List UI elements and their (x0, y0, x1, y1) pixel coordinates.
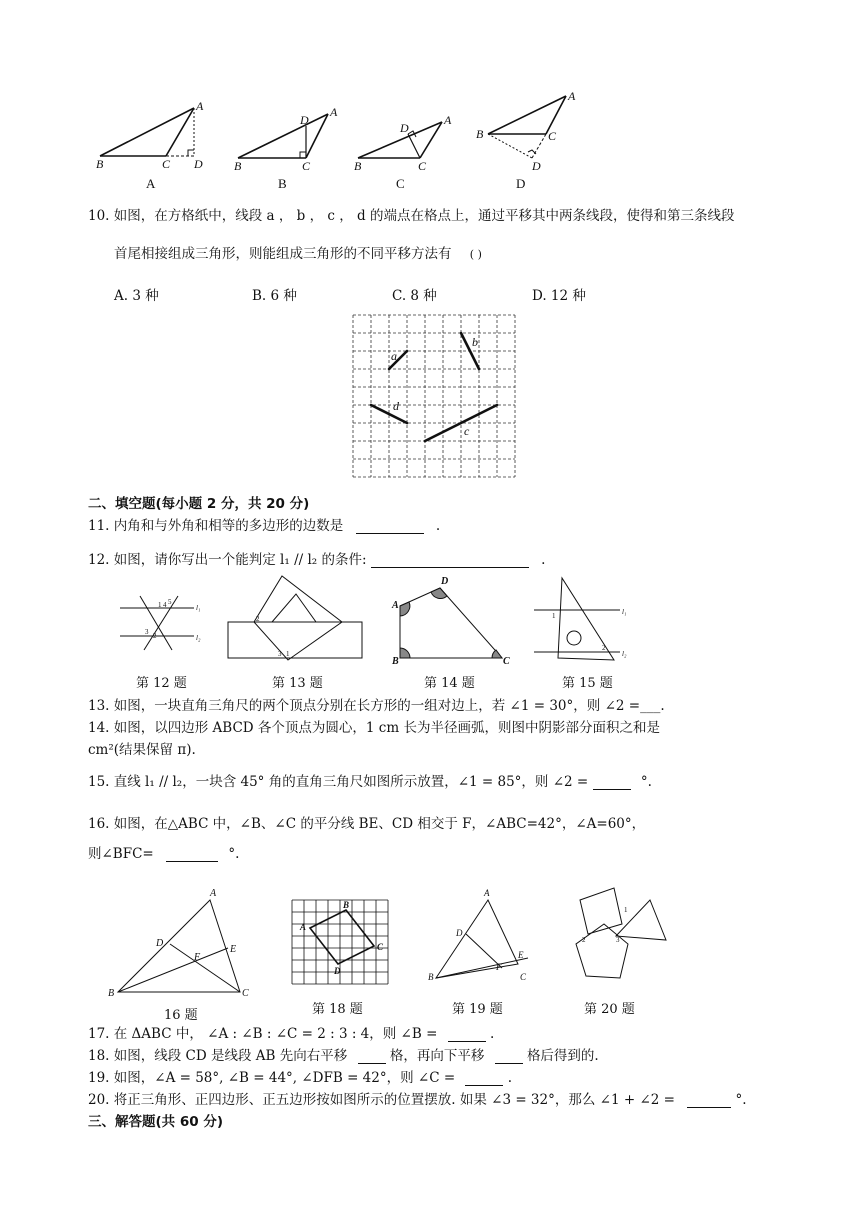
fig-16 (118, 900, 240, 992)
segment-b-label: b (472, 335, 478, 349)
q12-answer-blank[interactable] (371, 553, 529, 568)
svg-text:2: 2 (153, 632, 157, 640)
svg-text:E: E (230, 944, 237, 955)
q12 (88, 548, 545, 568)
svg-text:B: B (428, 972, 434, 982)
svg-text:A: A (444, 113, 452, 127)
q10-option-a: A. 3 种 (114, 288, 159, 304)
q16-answer-blank[interactable] (166, 847, 218, 862)
svg-text:C: C (242, 988, 249, 999)
fig-15-caption: 第 15 题 (562, 676, 613, 691)
q10-answer-paren: ( ) (469, 248, 482, 261)
q14-line1: 14. 如图，以四边形 ABCD 各个顶点为圆心，1 cm 长为半径画弧，则图中阴影部分面积之和是 (88, 720, 660, 736)
q16-line1: 16. 如图，在△ABC 中，∠B、∠C 的平分线 BE、CD 相交于 F，∠ABC=42°，∠A=60°， (88, 816, 646, 832)
svg-text:C: C (548, 129, 557, 143)
q16-end: °. (228, 846, 240, 862)
q10-option-c: C. 8 种 (392, 288, 437, 304)
figures-row-2 (0, 880, 860, 1010)
svg-text:A: A (568, 89, 576, 103)
fig-19-caption: 第 19 题 (452, 1002, 503, 1017)
q10-line2-text: 首尾相接组成三角形，则能组成三角形的不同平移方法有 (114, 246, 452, 262)
fig-13 (228, 576, 362, 660)
svg-text:D: D (334, 966, 341, 976)
q20 (88, 1088, 747, 1108)
fig-20-caption: 第 20 题 (584, 1002, 635, 1017)
svg-text:A: A (210, 888, 217, 899)
q10-option-d: D. 12 种 (532, 288, 586, 304)
svg-text:A: A (196, 99, 204, 113)
q18-blank-down[interactable] (495, 1049, 523, 1064)
q9-figure-b (238, 114, 328, 158)
fig-15 (534, 578, 620, 660)
svg-text:2: 2 (582, 936, 586, 944)
svg-text:1: 1 (158, 601, 162, 609)
q18-text-b: 格，再向下平移 (389, 1048, 485, 1064)
svg-text:A: A (392, 600, 399, 611)
svg-text:C: C (377, 942, 384, 952)
q16-line2-text: 则∠BFC= (88, 846, 154, 862)
q17-text: 17. 在 ΔABC 中， ∠A : ∠B : ∠C = 2 : 3 : 4，则 ∠B = (88, 1026, 438, 1042)
q20-text: 20. 将正三角形、正四边形、正五边形按如图所示的位置摆放. 如果 ∠3 = 32°，那么 ∠1 + ∠2 = (88, 1092, 675, 1108)
q19-text: 19. 如图，∠A = 58°, ∠B = 44°, ∠DFB = 42°，则 ∠C = (88, 1070, 456, 1086)
section-3-heading: 三、解答题(共 60 分) (88, 1114, 224, 1130)
svg-text:3: 3 (145, 628, 149, 636)
svg-text:2: 2 (602, 644, 606, 652)
svg-text:C: C (162, 157, 171, 171)
svg-text:B: B (234, 159, 242, 173)
svg-text:D: D (300, 113, 309, 127)
svg-text:B: B (108, 988, 115, 999)
svg-text:3: 3 (278, 650, 282, 658)
svg-text:C: C (302, 159, 311, 173)
svg-text:B: B (343, 900, 350, 910)
q18 (88, 1044, 599, 1064)
q10-option-b: B. 6 种 (252, 288, 297, 304)
svg-text:B: B (476, 127, 484, 141)
q12-end: . (541, 552, 546, 568)
svg-text:3: 3 (616, 936, 620, 944)
fig-13-caption: 第 13 题 (272, 676, 323, 691)
segment-a-label: a (391, 349, 397, 363)
q11-answer-blank[interactable] (356, 519, 424, 534)
svg-text:F: F (496, 962, 502, 972)
svg-text:C: C (520, 972, 527, 982)
svg-text:l₁: l₁ (622, 608, 627, 616)
svg-text:2: 2 (256, 615, 260, 623)
q18-text-a: 18. 如图，线段 CD 是线段 AB 先向右平移 (88, 1048, 348, 1064)
svg-text:A: A (300, 922, 307, 932)
svg-text:A: A (484, 888, 490, 898)
q19-end: . (507, 1070, 513, 1086)
svg-text:1: 1 (286, 650, 290, 658)
q9-label-d: D (516, 176, 526, 191)
q9-figure-d (488, 96, 566, 158)
svg-text:D: D (156, 938, 164, 949)
q17-end: . (489, 1026, 495, 1042)
q14-line2: cm²(结果保留 π). (88, 742, 196, 758)
q15-answer-blank[interactable] (593, 775, 631, 790)
svg-text:l₁: l₁ (196, 604, 201, 612)
q20-answer-blank[interactable] (687, 1093, 731, 1108)
svg-text:A: A (330, 105, 338, 119)
q11 (88, 514, 440, 534)
svg-text:D: D (456, 928, 463, 938)
q12-text: 12. 如图，请你写出一个能判定 l₁ // l₂ 的条件: (88, 552, 367, 568)
q17 (88, 1022, 494, 1042)
svg-text:F: F (194, 952, 201, 963)
fig-14 (400, 588, 502, 658)
fig-19 (436, 900, 528, 978)
svg-text:B: B (392, 656, 399, 667)
svg-text:B: B (96, 157, 104, 171)
fig-12 (120, 596, 194, 650)
q15-end: °. (640, 774, 652, 790)
q17-answer-blank[interactable] (448, 1027, 486, 1042)
svg-text:1: 1 (552, 612, 556, 620)
svg-text:D: D (194, 157, 203, 171)
segment-c-label: c (464, 424, 470, 438)
q15 (88, 770, 652, 790)
q9-figures (0, 0, 860, 200)
svg-text:E: E (518, 950, 524, 960)
q19 (88, 1066, 512, 1086)
svg-text:D: D (532, 159, 541, 173)
q10-grid-figure (350, 312, 520, 482)
segment-d-label: d (393, 399, 399, 413)
q9-label-c: C (396, 176, 405, 191)
q9-figure-a (100, 108, 194, 156)
svg-text:D: D (400, 121, 409, 135)
q11-text: 11. 内角和与外角和相等的多边形的边数是 (88, 518, 344, 534)
fig-12-caption: 第 12 题 (136, 676, 187, 691)
svg-text:C: C (418, 159, 427, 173)
q20-end: °. (735, 1092, 747, 1108)
q10-line2 (114, 242, 482, 262)
q10-line1: 10. 如图，在方格纸中，线段 a ， b ， c ， d 的端点在格点上，通过平移其中两条线段，使得和第三条线段 (88, 208, 735, 224)
q13: 13. 如图，一块直角三角尺的两个顶点分别在长方形的一组对边上，若 ∠1 = 30°，则 ∠2 =___. (88, 698, 665, 714)
svg-text:C: C (503, 656, 510, 667)
q18-text-c: 格后得到的. (526, 1048, 599, 1064)
svg-text:5: 5 (168, 598, 172, 606)
q15-text: 15. 直线 l₁ // l₂，一块含 45° 角的直角三角尺如图所示放置，∠1 = 85°，则 ∠2 = (88, 774, 589, 790)
svg-text:4: 4 (163, 601, 167, 609)
svg-text:B: B (354, 159, 362, 173)
fig-14-caption: 第 14 题 (424, 676, 475, 691)
q9-label-b: B (278, 176, 287, 191)
svg-text:l₂: l₂ (196, 634, 201, 642)
svg-text:1: 1 (624, 906, 628, 914)
q11-end: . (435, 518, 441, 534)
fig-18-caption: 第 18 题 (312, 1002, 363, 1017)
fig-20 (576, 888, 666, 978)
q19-answer-blank[interactable] (465, 1071, 503, 1086)
svg-text:l₂: l₂ (622, 650, 627, 658)
svg-text:D: D (441, 576, 449, 587)
figures-row-1 (0, 572, 860, 672)
q9-label-a: A (146, 176, 156, 191)
fig-16-caption: 16 题 (164, 1008, 198, 1023)
q16-line2 (88, 842, 239, 862)
q18-blank-right[interactable] (358, 1049, 386, 1064)
section-2-heading: 二、填空题(每小题 2 分，共 20 分) (88, 496, 310, 512)
